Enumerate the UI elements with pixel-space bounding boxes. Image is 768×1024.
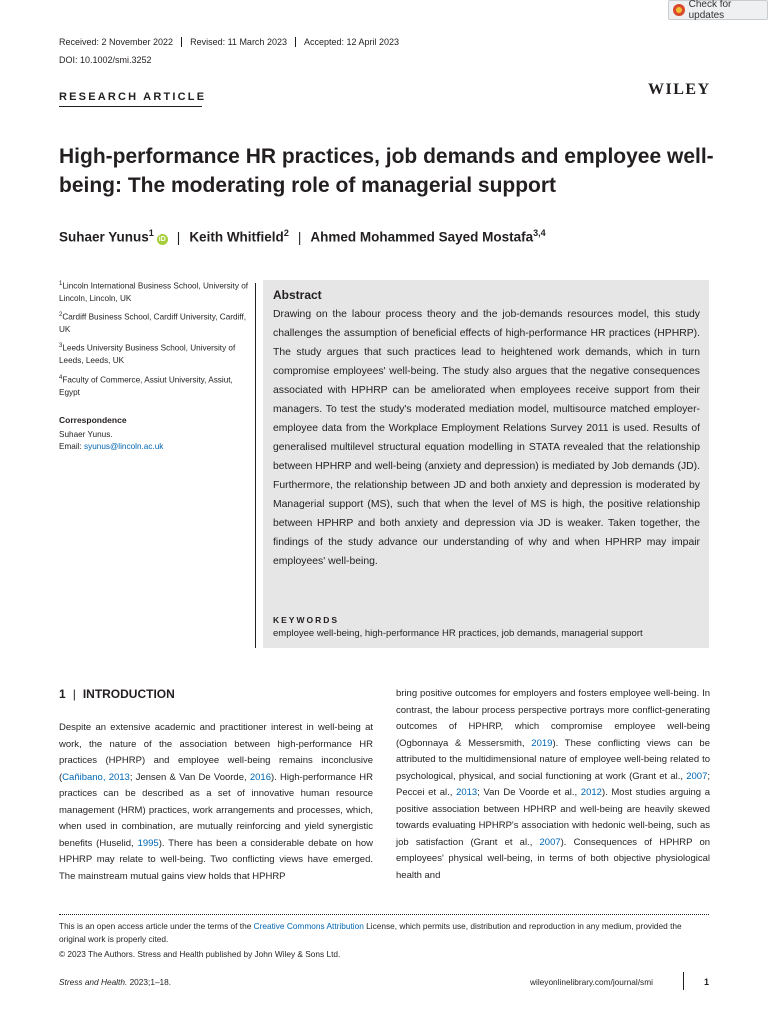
body-text: ). Most studies arguing a positive association between HPHRP and well-being are heavily skewed towards evaluating HPHRP's association with hedonic well-being, such as job satisfaction (Grant et al., [396,787,710,848]
abstract-heading: Abstract [273,288,322,302]
section-heading: 1 | INTRODUCTION [59,687,175,701]
citation-link[interactable]: 2019 [531,737,553,749]
body-text: ; Peccei et al., [396,770,710,798]
citation-link[interactable]: 2016 [249,771,271,783]
license-note: This is an open access article under the terms of the Creative Commons Attribution License, which permits use, distribution and reproduction in any medium, provided the original work is properly cited. [59,921,682,944]
body-text: ; Van De Voorde et al., [477,787,581,798]
body-column-right [396,686,710,884]
affiliation: $^4$Faculty of Commerce, Assiut University, Assiut, Egypt [59,375,233,397]
citation-link[interactable]: 2012 [580,787,602,798]
body-column-left [59,720,373,885]
correspondence-name: Suhaer Yunus. [59,430,113,439]
author-affiliation-sup: 3,4 [533,228,546,238]
doi: DOI: 10.1002/smi.3252 [59,55,152,65]
body-text: bring positive outcomes for employers and fosters employee well-being. In contrast, the labour process perspective portrays more conflict-generating outcomes of HPHRP, which compromise employee well-being (Ogbonnaya & Messersmith, [396,688,710,749]
body-text: ). High-performance HR practices can be described as a set of innovative human resource management (HRM) practices, work arrangements and processes, which, when used in combination, are mutually reinforcing and yield synergistic benefits (Huselid, [59,771,373,849]
crossmark-icon [673,4,685,16]
received-date: Received: 2 November 2022 [59,37,174,47]
check-for-updates-button[interactable] [668,0,768,20]
email-label: Email: [59,442,82,451]
affiliation: $^3$Leeds University Business School, University of Leeds, Leeds, UK [59,343,236,365]
author-separator: | [297,229,302,245]
body-text: ). These conflicting views can be attributed to the multidimensional nature of employee well-being related to psychological, physical, and social functioning at work (Grant et al., [396,737,710,782]
article-history [59,37,407,47]
abstract-text: Drawing on the labour process theory and the job-demands resources model, this study challenges the assumption of beneficial effects of high-performance HR practices (HPHRP). The study argues that such practices lead to heightened work demands, which in turn compromise employees' well-being. The study also argues that the negative consequences associated with HPHRP can be ameliorated when employees receive support from their managers. To test the study's moderated mediation model, multisource matched employer-employee data from the Workplace Employment Relations Survey 2011 is used. Results of generalised multilevel structural equation modelling in STATA revealed that the relationship between HPHRP and well-being (anxiety and depression) is mediated by Job demands (JD). Furthermore, the relationship between JD and both anxiety and depression is moderated by Managerial support (MS), such that when the level of MS is high, the positive relationship between HPHRP and both anxiety and depression via JD is weaker. Taken together, the findings of the study advance our understanding of why and when HPHRP may impair employees' well-being. [273,309,700,567]
body-text: ). Consequences of HPHRP on employees' physical well-being, in terms of both objective physiological health and [396,836,711,881]
accepted-date: Accepted: 12 April 2023 [295,37,407,47]
section-title: INTRODUCTION [82,687,175,701]
section-number: 1 [59,687,66,701]
citation-link[interactable]: Cañibano, 2013 [62,771,130,783]
article-type: RESEARCH ARTICLE [59,91,207,103]
footer-url[interactable]: wileyonlinelibrary.com/journal/smi [530,977,653,987]
footnote-divider [59,914,709,915]
body-text: Despite an extensive academic and practitioner interest in well-being at work, the nature of the association between high-performance HR practices (HPHRP) and employee well-being remains inconclusive ( [59,722,373,783]
article-title: High-performance HR practices, job demands and employee well-being: The moderating role of managerial support [59,145,714,197]
publisher-logo: WILEY [648,81,711,98]
copyright: © 2023 The Authors. Stress and Health published by John Wiley & Sons Ltd. [59,949,341,959]
affiliation: $^1$Lincoln International Business School, University of Lincoln, Lincoln, UK [59,281,249,303]
author-name[interactable]: Keith Whitfield [189,229,284,245]
footer-citation: Stress and Health. 2023;1–18. [59,977,172,987]
check-for-updates-label: Check for updates [688,0,732,21]
keywords-text: employee well-being, high-performance HR practices, job demands, managerial support [273,628,643,639]
revised-date: Revised: 11 March 2023 [181,37,295,47]
citation-link[interactable]: 2007 [539,836,561,848]
body-text: ; Jensen & Van De Voorde, [129,771,250,783]
affiliation: $^2$Cardiff Business School, Cardiff University, Cardiff, UK [59,312,247,334]
author-separator: | [176,229,181,245]
citation-link[interactable]: 2007 [686,770,708,782]
orcid-icon[interactable]: iD [158,235,166,243]
article-type-underline [59,106,202,107]
citation-link[interactable]: 2013 [456,787,478,798]
page-number: 1 [704,977,710,987]
footer-divider [683,972,684,990]
author-name[interactable]: Suhaer Yunus [59,229,149,245]
body-text: ). There has been a considerable debate on how HPHRP may relate to well-being. Two conflicting views have emerged. The mainstream mutual gains view holds that HPHRP [59,837,373,882]
author-list [59,228,546,245]
column-divider [255,283,256,648]
email-link[interactable]: syunus@lincoln.ac.uk [84,442,164,451]
author-affiliation-sup: 2 [283,228,289,238]
citation-link[interactable]: 1995 [137,837,159,849]
author-affiliation-sup: 1 [148,228,154,238]
keywords-heading: KEYWORDS [273,615,340,625]
license-link[interactable]: Creative Commons Attribution [253,921,364,931]
correspondence-heading: Correspondence [59,415,127,425]
correspondence-details [59,429,163,453]
author-name[interactable]: Ahmed Mohammed Sayed Mostafa [310,229,534,245]
